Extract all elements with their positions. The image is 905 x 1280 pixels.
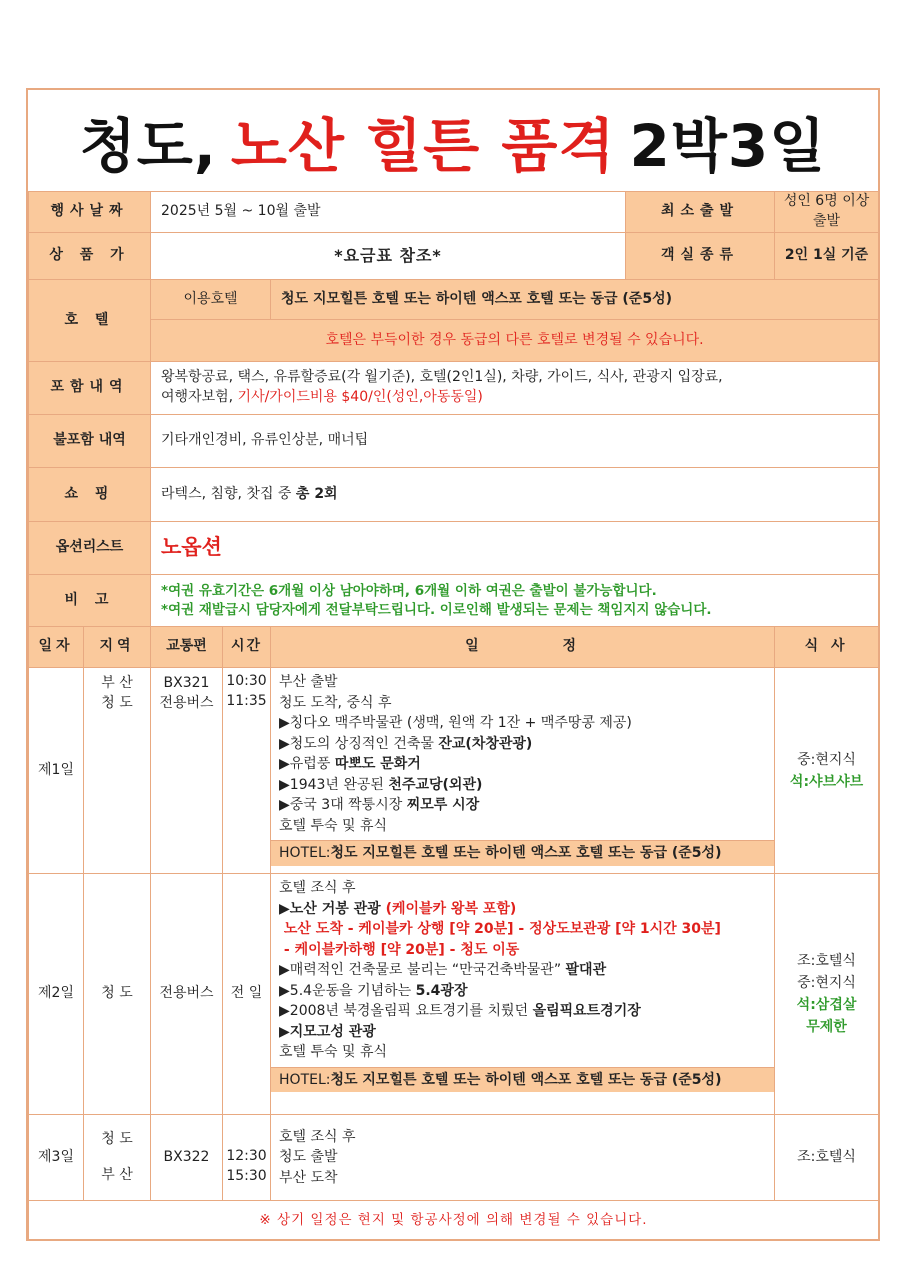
title-duration: 2박3일: [629, 111, 827, 180]
include-value: [151, 362, 879, 415]
row-exclude: [29, 415, 879, 468]
header-itinerary: 일 정: [271, 627, 775, 668]
remark-line-1: *여권 유효기간은 6개월 이상 남아야하며, 6개월 이하 여권은 출발이 불가능합니다.: [161, 582, 657, 599]
day2-meal: 조:호텔식 중:현지식 석:삼겹살 무제한: [775, 874, 879, 1115]
day3-region: 청 도 부 산: [84, 1115, 151, 1201]
day1-label: 제1일: [29, 668, 84, 874]
footer-note: ※ 상기 일정은 현지 및 항공사정에 의해 변경될 수 있습니다.: [29, 1201, 879, 1241]
min-label: 최소출발: [626, 192, 775, 233]
hotel-value: 청도 지모힐튼 호텔 또는 하이텐 액스포 호텔 또는 동급 (준5성): [271, 280, 879, 320]
day3-meal: 조:호텔식: [775, 1115, 879, 1201]
date-value: 2025년 5월 ~ 10월 출발: [151, 192, 626, 233]
shopping-label: 쇼 핑: [29, 468, 151, 522]
include-label: 포함내역: [29, 362, 151, 415]
day3-transport: BX322: [151, 1115, 223, 1201]
hotel-label: 호 텔: [29, 280, 151, 362]
day2-hotel: HOTEL:청도 지모힐튼 호텔 또는 하이텐 액스포 호텔 또는 동급 (준5성): [271, 1067, 774, 1093]
title-destination: 청도,: [79, 111, 217, 180]
day1-region: 부 산 청 도: [84, 668, 151, 874]
row-options: [29, 522, 879, 575]
room-value: 2인 1실 기준: [775, 233, 879, 280]
date-label: 행사날짜: [29, 192, 151, 233]
day1-row: [29, 668, 879, 874]
row-shopping: [29, 468, 879, 522]
day2-time: 전 일: [223, 874, 271, 1115]
day3-label: 제3일: [29, 1115, 84, 1201]
remark-line-2: *여권 재발급시 담당자에게 전달부탁드립니다. 이로인해 발생되는 문제는 책임지지 않습니다.: [161, 601, 712, 618]
itinerary-sheet: [26, 88, 880, 1241]
row-price: [29, 233, 879, 280]
exclude-value: 기타개인경비, 유류인상분, 매너팁: [151, 415, 879, 468]
day3-row: [29, 1115, 879, 1201]
day2-transport: 전용버스: [151, 874, 223, 1115]
day1-hotel: HOTEL:청도 지모힐튼 호텔 또는 하이텐 액스포 호텔 또는 동급 (준5성): [271, 840, 774, 866]
row-date: [29, 192, 879, 233]
day3-itinerary: 호텔 조식 후 청도 출발 부산 도착: [271, 1115, 775, 1201]
day3-time: 12:30 15:30: [223, 1115, 271, 1201]
remark-label: 비 고: [29, 575, 151, 627]
footer-row: [29, 1201, 879, 1241]
day1-meal: 중:현지식 석:샤브샤브: [775, 668, 879, 874]
min-value: 성인 6명 이상 출발: [775, 192, 879, 233]
itinerary-table: [28, 191, 879, 1241]
include-line-2: 여행자보험, 기사/가이드비용 $40/인(성인,아동동일): [161, 389, 483, 405]
include-line-1: 왕복항공료, 택스, 유류할증료(각 월기준), 호텔(2인1실), 차량, 가이드, 식사, 관광지 입장료,: [161, 369, 723, 386]
row-hotel-note: [29, 320, 879, 362]
header-day: 일자: [29, 627, 84, 668]
header-meal: 식 사: [775, 627, 879, 668]
day2-row: [29, 874, 879, 1115]
row-remarks: [29, 575, 879, 627]
day2-region: 청 도: [84, 874, 151, 1115]
day2-label: 제2일: [29, 874, 84, 1115]
room-label: 객실종류: [626, 233, 775, 280]
price-label: 상 품 가: [29, 233, 151, 280]
title-highlight: 노산 힐튼 품격: [230, 111, 616, 180]
option-label: 옵션리스트: [29, 522, 151, 575]
option-value: 노옵션: [151, 522, 879, 575]
hotel-sub-label: 이용호텔: [151, 280, 271, 320]
row-hotel: [29, 280, 879, 320]
schedule-header: [29, 627, 879, 668]
header-transport: 교통편: [151, 627, 223, 668]
page-title: [28, 90, 878, 191]
hotel-note: 호텔은 부득이한 경우 동급의 다른 호텔로 변경될 수 있습니다.: [151, 320, 879, 362]
exclude-label: 불포함 내역: [29, 415, 151, 468]
day1-itinerary: 부산 출발 청도 도착, 중식 후 ▶칭다오 맥주박물관 (생맥, 원액 각 1잔 + 맥주땅콩 제공) ▶청도의 상징적인 건축물 잔교(차창관광) ▶유럽풍 따뽀도 문화거 ▶1943년 완공된 천주교당(외관) ▶중국 3대 짝퉁시장 찌모루 시장 호텔 투숙 및 휴식 HOTEL:청도 지모힐튼 호텔 또는 하이텐 액스포 호텔 또는 동급 (준5성): [271, 668, 775, 874]
remark-value: [151, 575, 879, 627]
price-value: *요금표 참조*: [151, 233, 626, 280]
day1-time: 10:30 11:35: [223, 668, 271, 874]
day1-transport: BX321 전용버스: [151, 668, 223, 874]
guide-fee: 기사/가이드비용 $40/인(성인,아동동일): [237, 389, 483, 405]
row-include: [29, 362, 879, 415]
day2-itinerary: 호텔 조식 후 ▶노산 거봉 관광 (케이블카 왕복 포함) 노산 도착 - 케이블카 상행 [약 20분] - 정상도보관광 [약 1시간 30분] - 케이블카하행 [약 20분] - 청도 이동 ▶매력적인 건축물로 불리는 “만국건축박물관” 팔대관 ▶5.4운동을 기념하는 5.4광장 ▶2008년 북경올림픽 요트경기를 치뤘던 올림픽요트경기장 ▶지모고성 관광 호텔 투숙 및 휴식 HOTEL:청도 지모힐튼 호텔 또는 하이텐 액스포 호텔 또는 동급 (준5성): [271, 874, 775, 1115]
shopping-value: 라텍스, 침향, 찻집 중 총 2회: [151, 468, 879, 522]
header-region: 지역: [84, 627, 151, 668]
header-time: 시간: [223, 627, 271, 668]
